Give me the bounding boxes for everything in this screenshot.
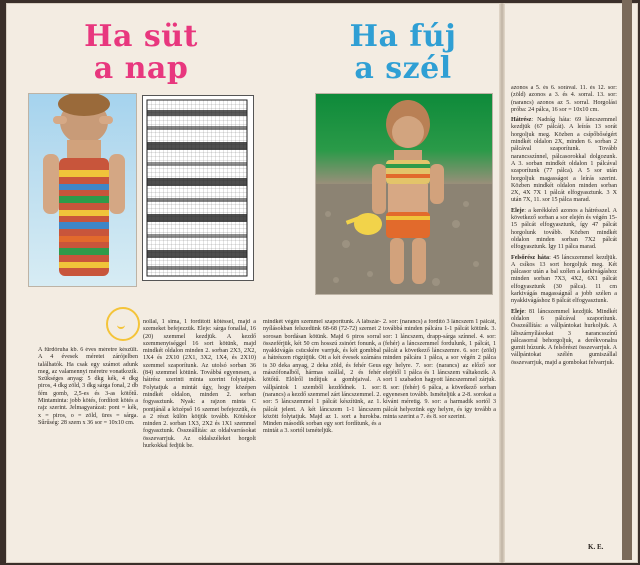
next-page-edge <box>622 0 632 560</box>
knitting-chart <box>142 95 254 281</box>
magazine-spread <box>6 3 638 563</box>
left-title <box>46 21 236 84</box>
left-title-line2: a nap <box>93 50 189 86</box>
c5-intro: azonos a 5. és 6. sorával. 11. és 12. sor: (zöld) azonos a 3. és 4. sorral. 13. sor: (narancs) azonos az 5. sorral. Horgolási próba: 24 pálca, 16 sor = 10x10 cm. <box>511 85 617 113</box>
author-signature: K. E. <box>588 543 604 551</box>
c5-front-title: Eleje <box>511 207 525 214</box>
c5-bottom-section: Eleje: 81 láncszemmel kezdjük. Mindkét oldalon 6 pálcával szaporítunk. Összeállítás: a vállpántokat hurkoljuk. A lábszárnyílásokat 3 narancsszínű pálcasorral behorgoljuk, a derékvonalra gumit húzunk. A felsőrészt összevarrjuk. A vállpántokat szélén gumiszállal összevarrjuk, majd a gombokat felvarrjuk. <box>511 308 617 366</box>
c5-top-title: Felsőrész háta <box>511 254 550 261</box>
c5-back-section: Hátrész: Nadrág háta: 69 láncszemmel kezdjük (67 pálcát). A leírás 13 sorát horgoljuk meg. Közben a csípőbőségért mindkét oldalon 2X, minden 6. sorban 2 pálcával szaporítunk. Tovább narancsszínnel, pálcasorokkal dolgozunk. A 3. sorban mindkét oldalon 1 pálcával szaporítunk (77 pálca). A 5 sor után horgoljuk magasságot a leírás szerint. Közben mindkét oldalon minden sorban 2X, 4X 7X 1 pálcát elfogyasztunk. 3 X után 7X, 11. sor 15 pálca marad. <box>511 117 617 204</box>
column-5-text <box>511 85 617 553</box>
page-gutter <box>499 3 505 563</box>
smiling-sun-icon <box>106 307 140 341</box>
right-title-line2: a szél <box>354 50 452 86</box>
left-title-line1: Ha süt <box>84 19 198 54</box>
c5-back-text: Nadrág háta: 69 láncszemmel kezdjük (67 pálcát). A leírás 13 sorát horgoljuk meg. Közben a csípőbőségért mindkét oldalon 2X, minden 6. sorban 2 pálcával szaporítunk. Tovább narancsszínnel, pálcasorokkal dolgozunk. A 3. sorban mindkét oldalon 1 pálcával szaporítunk (77 pálca). A 5 sor után horgoljuk magasságot a leírás szerint. Közben mindkét oldalon minden sorban 2X, 4X 7X 1 pálcát elfogyasztunk. 3 X után 7X, 11. sor 15 pálca marad. <box>511 117 617 204</box>
c5-front-section: Eleje: a kerékkéző azonos a hátrésszel. A következő sorban a sor elején és végén 15-15 pálcát elfogyasztunk, így 47 pálcát horgolunk tovább. Közben mindkét oldalon minden sorban 7X2 pálcát elfogyasztunk. Így 11 pálca marad. <box>511 207 617 251</box>
column-3-text: mindkét végén szemmel szaporítunk. A lábszár-nyílásokban felszedünk 68-68 (72-72) szemet 2 sorosan bordásan kötünk. Majd 6 piros sorral összeférjük, két 50 cm hosszú zsinórt fonunk, a nyakkivágás csücskére varrjuk, és két gombbal a hátrészen rögzítjük. Ott a két évesek számára is 30 deka anyag, 2 deka zöld, és fehér Geus mászófonalból, hármas szállal, 2 és fehér kötőtű. Elölről indítjuk a gombjaival. A vállpántok 1 szemből kezdődnek. 1. sor: (narancs) a kezdő szemmel zárt láncszemmel. 2. sor: 5 láncszemmel 1 pálcát készítünk, az 1. pálcát jelent. A két láncszem 1-1 láncszem között folytatjuk. Majd az 1. sort a hurokba. Minden második sorban egy sort fordítunk, és a mintát a 3. sortól ismételjük. <box>263 319 381 435</box>
photo-child-wind-illustration <box>316 94 492 294</box>
right-title <box>328 21 478 84</box>
c5-front-text: a kerékkéző azonos a hátrésszel. A következő sorban a sor elején és végén 15-15 pálcát elfogyasztunk, így 47 pálcát horgolunk tovább. Közben mindkét oldalon minden sorban 7X2 pálcát elfogyasztunk. Így 11 pálca marad. <box>511 207 617 251</box>
column-4-text: 2. sor: (narancs) a fordító 3 láncszem 1 pálcát, továbbá minden pálcára 1-1 pálcát kötünk. 3. sor: 1 láncszem, drapp-sárga színnel. 4. sor: (fehér) a láncszemmel fordulunk, 1 pálcát, 1 pálcát a következő láncszemre. 6. sor: (zöld) minden pálcára 1 pálca, a sor végén 2 pálca egy helyre. 7. sor: (narancs) az előző sor elejétől 1 pálca és 1 láncszem váltakozik. A sort 1 szabadon hagyott láncszemmel zárjuk. 8. sor: (fehér) 6 pálca, a következő sorban egyenesen tovább. Ismételjük a 2-8. sorokat a kívánt méretig. 9. sor: a harmadik sortól 3 pálcát helyezünk egy helyre, és így tovább a minta szerint a 7. és 8. sor szerint. <box>383 319 496 420</box>
photo-child-wind <box>315 93 493 295</box>
c5-top-section: Felsőrész háta: 45 láncszemmel kezdjük. A csíkos 13 sort horgoljuk meg. Két pálcasor után a bal szélen a karkivágáshoz minden sorban 7X3, 4X2, 6X1 pálcát elfogyasztunk (30 pálca). 11 cm karkivágás magasságnál a jobb szélen a nyakkivágáshoz 8 pálcát elfogyasztunk. <box>511 254 617 305</box>
c5-back-title: Hátrész <box>511 117 532 124</box>
c5-top-text: 45 láncszemmel kezdjük. A csíkos 13 sort horgoljuk meg. Két pálcasor után a bal szélen a karkivágáshoz minden sorban 7X3, 4X2, 6X1 pálcát elfogyasztunk (30 pálca). 11 cm karkivágás magasságnál a jobb szélen a nyakkivágáshoz 8 pálcát elfogyasztunk. <box>511 254 617 305</box>
photo-child-sun-illustration <box>29 94 136 286</box>
right-title-line1: Ha fúj <box>349 19 457 54</box>
c5-bottom-title: Eleje <box>511 308 525 315</box>
column-2-text: nollal, 1 sima, 1 fordított kötéssel, majd a szemeket befejezzük. Eleje: sárga fonallal, 16 (20) szemmel kezdjük. A kezdő szemmenyiséggel 16 sort kötünk, majd mindkét oldalon minden 2. sorban 2X3, 2X2, 1X4 és 2X10 (2X1, 3X2, 1X4, és 2X10) szemmel szaporítunk. Az utolsó sorban 36 (84) szemmel kötünk. Továbbá egyenesen, a hátrész szerinti minta szerint folytatjuk. Folytatjuk a mintát úgy, hogy középen mindkét oldalon, minden 2. sorban fogyasztunk. Nyak: a rajzon minta C pontjánál a középső 16 szemet befejezzük, és a 2 részt külön kötjük tovább. Kötéskor minden 2. sorban 1X3, 2X2 és 1X1 szemmel fogyasztunk. Összeállítás: az oldalvarrásokat összevarrjuk. Az oldalszéleket horgolt hurkokkal fedjük be. <box>143 319 256 450</box>
photo-child-sun <box>28 93 137 287</box>
knitting-chart-grid <box>143 96 253 280</box>
c5-bottom-text: 81 láncszemmel kezdjük. Mindkét oldalon 6 pálcával szaporítunk. Összeállítás: a vállpántokat hurkoljuk. A lábszárnyílásokat 3 narancsszínű pálcasorral behorgoljuk, a derékvonalra gumit húzunk. A felsőrészt összevarrjuk. A vállpántokat szélén gumiszállal összevarrjuk, majd a gombokat felvarrjuk. <box>511 308 617 366</box>
column-1-text: A fürdőruha kb. 6 éves méretre készült. A 4 évesek méretei zárójelben találhatók. Ha csak egy számot adunk meg, az valamennyi méretre vonatkozik. Szükséges anyag: 5 dkg kék, 4 dkg piros, 4 dkg zöld, 3 dkg sárga fonal, 2 db fém gomb, 2,5-es és 3-as kötőtű. Mintaminta: jobb kötés, fordított kötés a rajz szerint. Jelmagyarázat: pont = kék, x = piros, o = zöld, üres = sárga. Sűrűség: 28 szem x 36 sor = 10x10 cm. <box>38 347 138 426</box>
